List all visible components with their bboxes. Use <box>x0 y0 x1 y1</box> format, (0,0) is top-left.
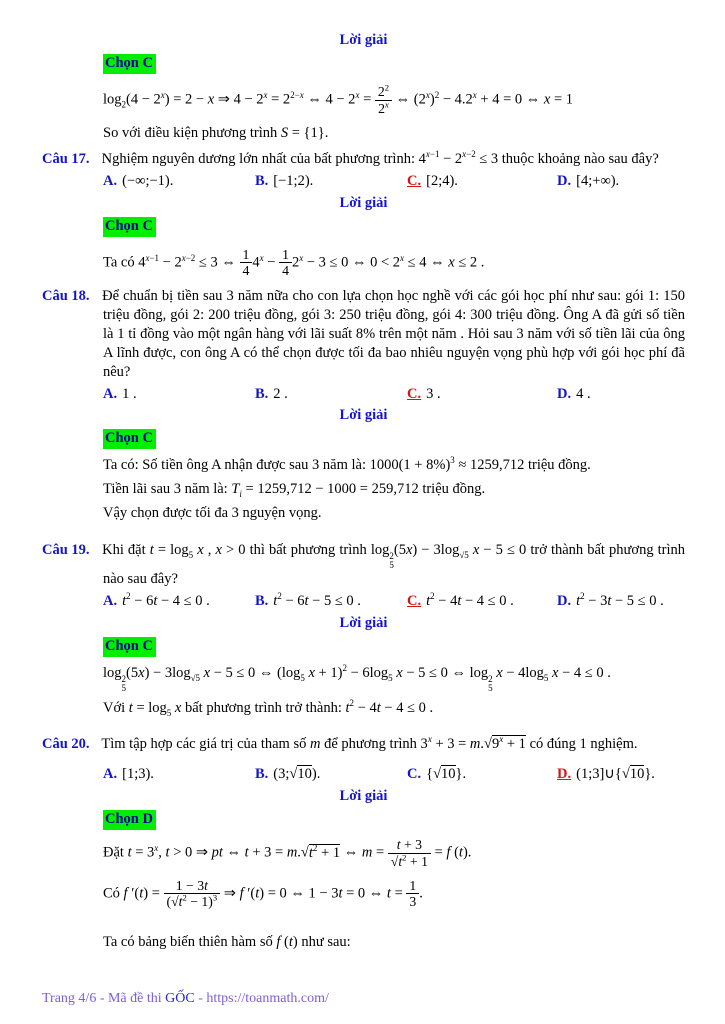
option-c <box>407 765 557 784</box>
option-b <box>255 592 407 611</box>
option-a <box>103 592 255 611</box>
option-letter: A. <box>103 173 118 190</box>
question-20-text: Tìm tập hợp các giá trị của tham số m để phương trình $3^x + 3 = m.√9^x + 1$ có đúng 1 nghiệm. <box>101 734 638 753</box>
option-letter: A. <box>103 385 118 402</box>
q20-solution-line1: Đặt $t = 3^x$, t > 0 ⇒ pt ⇔ $t + 3 = m.√t^2 + 1$ ⇔ m = $\frac{t + 3}{√t^2 + 1}$ = f (t). <box>103 836 472 869</box>
option-c <box>407 385 557 404</box>
option-text: {√10}. <box>426 766 467 783</box>
question-19 <box>42 541 686 590</box>
option-letter: B. <box>255 766 269 783</box>
solution-header-q17: Lời giải <box>339 194 388 211</box>
question-20-label: Câu 20. <box>42 736 90 753</box>
option-letter: D. <box>557 173 572 190</box>
option-a <box>103 172 255 191</box>
answer-choice-badge-q20: Chọn D <box>103 810 156 830</box>
question-17 <box>42 149 685 169</box>
option-letter: C. <box>407 593 422 610</box>
answer-choice-row <box>42 52 685 76</box>
option-d <box>557 765 685 784</box>
question-18-label: Câu 18. <box>42 288 90 305</box>
option-d <box>557 385 685 404</box>
footer-exam-code: GỐC <box>165 990 195 1006</box>
option-c <box>407 592 557 611</box>
question-19-options <box>103 592 685 611</box>
option-letter: A. <box>103 593 118 610</box>
solution-header-q18: Lời giải <box>339 407 388 424</box>
footer-separator: - <box>194 990 207 1006</box>
option-b <box>255 765 407 784</box>
question-17-label: Câu 17. <box>42 151 90 168</box>
answer-choice-badge-q18: Chọn C <box>103 429 156 449</box>
option-letter: D. <box>557 766 572 783</box>
option-letter: A. <box>103 766 118 783</box>
footer-page-number: Trang 4/6 - Mã đề thi <box>42 990 166 1006</box>
option-letter: C. <box>407 385 422 402</box>
option-text: [4;+∞). <box>576 173 620 190</box>
option-text: 2 . <box>273 385 288 402</box>
question-17-text: Nghiệm nguyên dương lớn nhất của bất phương trình: $4^{x-1} - 2^{x-2} \le 3$ thuộc khoảng nào sau đây? <box>101 149 659 168</box>
q18-solution-line2: Tiền lãi sau 3 năm là: $T_i = 1259,712 - 1000 = 259,712$ triệu đồng. <box>103 480 486 499</box>
option-text: (3;√10). <box>273 766 321 783</box>
option-text: 1 . <box>122 385 137 402</box>
q20-solution-line3: Ta có bảng biến thiên hàm số f (t) như sau: <box>103 934 351 951</box>
footer-url-link[interactable]: https://toanmath.com/ <box>206 990 329 1006</box>
question-17-options <box>103 172 685 191</box>
q19-solution-line1: log 2 5 $(5x) - 3\log_{√5}$ x − 5 ≤ 0 ⇔ ($\log_5$ $x + 1)^2 - 6\log_5$ x − 5 ≤ 0 ⇔ log 2 5 $x - 4\log_5$ x − 4 ≤ 0 . <box>103 662 611 694</box>
option-d <box>557 172 685 191</box>
q20-solution-line2: Có f ′(t) = $\frac{1 - 3t}{(√t^2 - 1)^3}$ ⇒ f ′(t) = 0 ⇔ 1 − 3t = 0 ⇔ t = $\frac{1}{3}$ . <box>103 877 423 910</box>
option-b <box>255 385 407 404</box>
solution-header-q16: Lời giải <box>339 32 388 48</box>
solution-header-q20: Lời giải <box>339 788 388 805</box>
question-20 <box>42 734 685 754</box>
answer-choice-row <box>42 427 685 451</box>
q19-solution-line2: Với $t = \log_5 x$ bất phương trình trở thành: $t^2 - 4t - 4 \le 0$ . <box>103 697 434 718</box>
answer-choice-badge-q16: Chọn C <box>103 54 156 74</box>
solution-header-q19: Lời giải <box>339 615 388 632</box>
question-18-text: Để chuẩn bị tiền sau 3 năm nữa cho con lựa chọn học nghề với các gói học phí như sau: gói 1: 150 triệu đồng, gói 2: 200 triệu đồng, gói 3: 250 triệu đồng, gói 4: 300 triệu đồng. Ông A đã gửi số tiền là 1 tỉ đồng vào một ngân hàng với lãi suất 8% trên một năm . Hỏi sau 3 năm với số tiền lãi của ông A lĩnh được, con ông A có thể chọn được tối đa bao nhiêu nguyện vọng phù hợp với gói học phí đã nêu? <box>102 288 686 380</box>
option-text: $t^2 - 6t - 5 \le 0$ . <box>273 591 361 610</box>
answer-choice-badge-q17: Chọn C <box>103 217 156 237</box>
option-letter: B. <box>255 385 269 402</box>
option-a <box>103 385 255 404</box>
option-text: $t^2 - 4t - 4 \le 0$ . <box>426 591 514 610</box>
answer-choice-badge-q19: Chọn C <box>103 637 156 657</box>
q18-solution-line1: Ta có: Số tiền ông A nhận được sau 3 năm là: $1000(1 + 8\%)^3 \approx 1259,712$ triệu đồng. <box>103 455 591 474</box>
option-a <box>103 765 255 784</box>
question-19-text: Khi đặt $t = \log_5 x$ , x > 0 thì bất phương trình log 2 5 $(5x) - 3\log_{√5}$ x − 5 ≤ 0 trở thành bất phương trình nào sau đây? <box>102 541 686 588</box>
option-c <box>407 172 557 191</box>
option-text: [−1;2). <box>273 173 314 190</box>
option-letter: B. <box>255 173 269 190</box>
q16-formula: $\log_2(4 - 2^x) = 2 - x$ ⇒ $4 - 2^x = 2^{2-x}$ ⇔ $4 - 2^x$ = $\frac{2^2}{2^x}$ ⇔ $(2^x)^2 - 4.2^x + 4 = 0$ ⇔ x = 1 <box>103 82 574 116</box>
option-text: $t^2 - 6t - 4 \le 0$ . <box>122 591 210 610</box>
question-19-label: Câu 19. <box>42 541 90 558</box>
option-letter: B. <box>255 593 269 610</box>
answer-choice-row <box>42 215 685 239</box>
option-b <box>255 172 407 191</box>
answer-choice-row <box>42 635 685 659</box>
option-text: (−∞;−1). <box>122 173 174 190</box>
question-18 <box>42 287 686 381</box>
option-text: $t^2 - 3t - 5 \le 0$ . <box>576 591 664 610</box>
question-18-options <box>103 385 685 404</box>
q17-solution: Ta có $4^{x-1} - 2^{x-2} \le 3$ ⇔ $\frac{1}{4}$ $4^x$ − $\frac{1}{4}$ $2^x - 3 \le 0$ ⇔ $0 < 2^x \le 4$ ⇔ x ≤ 2 . <box>103 246 485 279</box>
option-text: [1;3). <box>122 766 154 783</box>
option-letter: C. <box>407 766 422 783</box>
option-letter: D. <box>557 593 572 610</box>
question-20-options <box>103 765 685 784</box>
q18-solution-line3: Vậy chọn được tối đa 3 nguyện vọng. <box>103 504 322 521</box>
option-text: 3 . <box>426 385 441 402</box>
option-text: [2;4). <box>426 173 458 190</box>
option-d <box>557 592 685 611</box>
option-letter: C. <box>407 173 422 190</box>
option-text: (1;3]∪{√10}. <box>576 766 655 783</box>
q16-note: So với điều kiện phương trình S = {1}. <box>103 125 329 142</box>
option-letter: D. <box>557 385 572 402</box>
answer-choice-row <box>42 808 685 832</box>
page-footer <box>42 990 329 1008</box>
option-text: 4 . <box>576 385 591 402</box>
